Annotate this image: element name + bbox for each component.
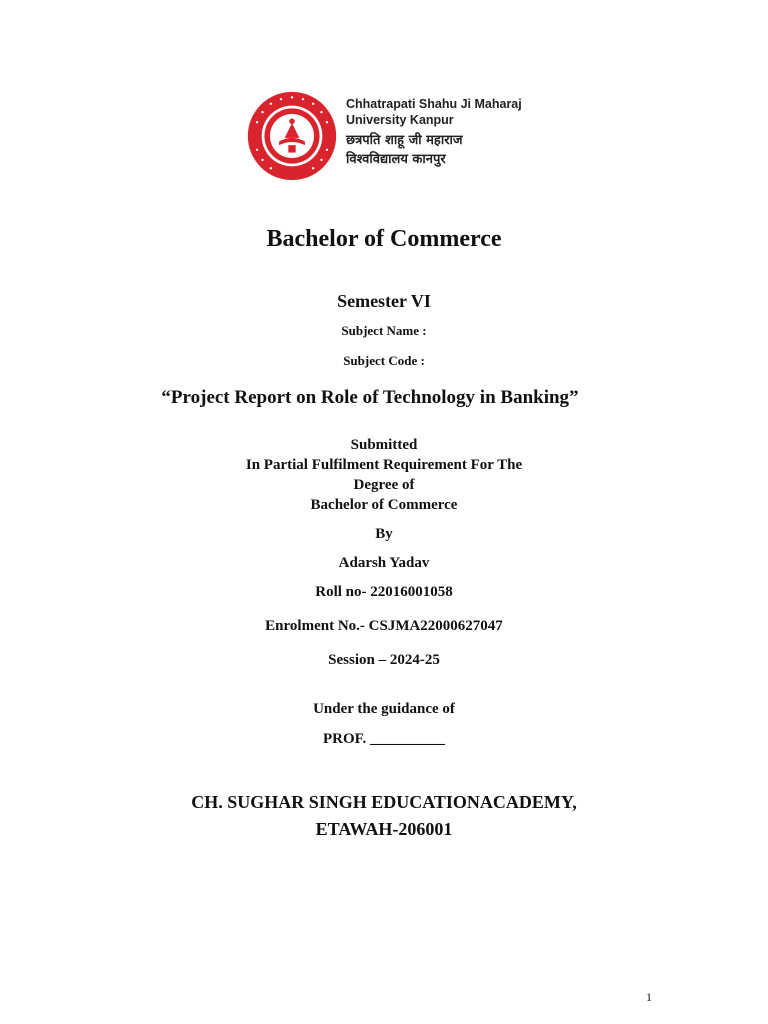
institution-line-2: ETAWAH-206001 xyxy=(315,819,453,839)
university-name-en-line1: Chhatrapati Shahu Ji Maharaj xyxy=(346,97,522,111)
university-name-en-line2: University Kanpur xyxy=(346,113,454,127)
student-name: Adarsh Yadav xyxy=(338,555,430,571)
page-number: 1 xyxy=(646,990,652,1004)
institution-line-1: CH. SUGHAR SINGH EDUCATIONACADEMY, xyxy=(191,792,577,812)
submission-line-1: Submitted xyxy=(350,437,418,453)
university-seal-icon xyxy=(246,90,338,182)
by-label: By xyxy=(375,526,393,542)
semester-label: Semester VI xyxy=(337,291,431,311)
submission-line-2: In Partial Fulfilment Requirement For The xyxy=(245,457,523,473)
university-logo xyxy=(236,86,530,186)
submission-line-4: Bachelor of Commerce xyxy=(310,497,458,513)
subject-code-label: Subject Code : xyxy=(343,353,425,368)
professor-label: PROF. __________ xyxy=(323,731,445,747)
guidance-label: Under the guidance of xyxy=(313,701,455,717)
university-name xyxy=(346,96,522,169)
session-label: Session – 2024-25 xyxy=(328,652,440,668)
degree-title: Bachelor of Commerce xyxy=(266,226,502,252)
submission-line-3: Degree of xyxy=(353,477,415,493)
subject-name-label: Subject Name : xyxy=(341,323,427,338)
university-name-hi-line1: छत्रपति शाहू जी महाराज xyxy=(346,133,463,148)
university-name-hi-line2: विश्वविद्यालय कानपुर xyxy=(346,152,446,167)
enrolment-number: Enrolment No.- CSJMA22000627047 xyxy=(265,618,503,634)
roll-number: Roll no- 22016001058 xyxy=(315,584,453,600)
project-title: “Project Report on Role of Technology in Banking” xyxy=(161,387,579,408)
